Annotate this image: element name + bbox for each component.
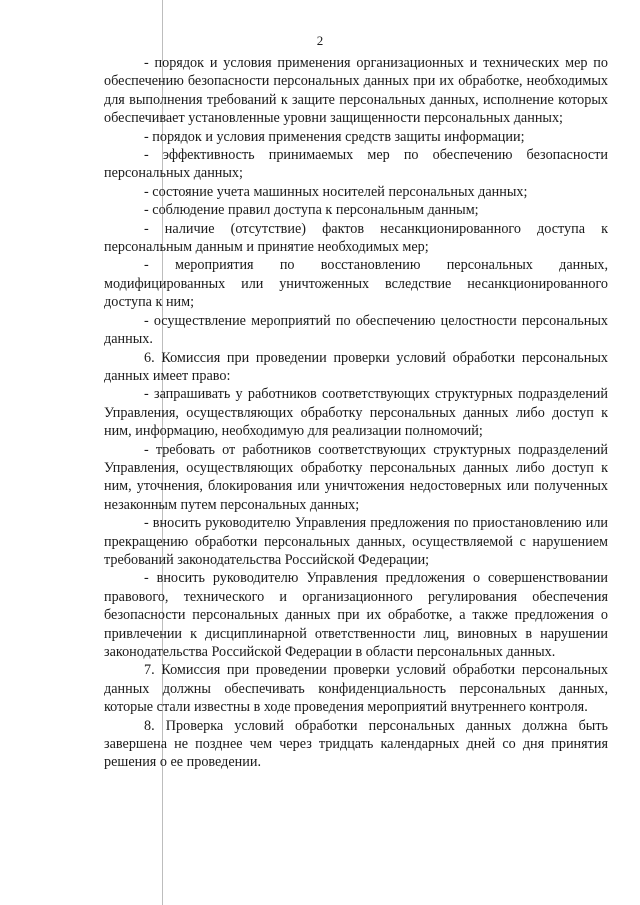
list-item-demand-blocking: - требовать от работников соответствующих структурных подразделений Управления, осуществляющих обработку персональных данных либо доступ к ним, уточнения, блокирования или уничтожения недостоверных или полученных незаконным путем персональных данных;: [104, 441, 608, 513]
document-body: [104, 54, 608, 772]
list-item-integrity: - осуществление мероприятий по обеспечению целостности персональных данных.: [104, 312, 608, 348]
list-item-measures-order: - порядок и условия применения организационных и технических мер по обеспечению безопасности персональных данных при их обработке, необходимых для выполнения требований к защите персональных данных, исполнение которых обеспечивает установленные уровни защищенности персональных данных;: [104, 55, 608, 127]
clause-6: 6. Комиссия при проведении проверки условий обработки персональных данных имеет право:: [104, 349, 608, 384]
clause-7: 7. Комиссия при проведении проверки условий обработки персональных данных должны обеспечивать конфиденциальность персональных данных, которые стали известны в ходе проведения мероприятий внутреннего контроля.: [104, 662, 608, 716]
list-item-unauthorized-access: - наличие (отсутствие) фактов несанкционированного доступа к персональным данным и принятие необходимых мер;: [104, 220, 608, 256]
list-item-improvement-proposal: - вносить руководителю Управления предложения о совершенствовании правового, технического и организационного регулирования обеспечения безопасности персональных данных при их обработке, а также предложения о привлечении к дисциплинарной ответственности лиц, виновных в нарушении законодательства Российской Федерации в области персональных данных.: [104, 570, 608, 660]
list-item-effectiveness: - эффективность принимаемых мер по обеспечению безопасности персональных данных;: [104, 147, 608, 182]
clause-8: 8. Проверка условий обработки персональных данных должна быть завершена не позднее чем через тридцать календарных дней со дня принятия решения о ее проведении.: [104, 717, 608, 771]
list-item-access-rules: - соблюдение правил доступа к персональным данным;: [144, 202, 479, 219]
list-item-recovery: - мероприятия по восстановлению персональных данных, модифицированных или уничтоженных вследствие несанкционированного доступа к ним;: [104, 257, 608, 311]
list-item-suspend-proposal: - вносить руководителю Управления предложения по приостановлению или прекращению обработки персональных данных, осуществляемой с нарушением требований законодательства Российской Федерации;: [104, 515, 608, 568]
list-item-protection-tools: - порядок и условия применения средств защиты информации;: [144, 128, 525, 145]
list-item-request-info: - запрашивать у работников соответствующих структурных подразделений Управления, осуществляющих обработку персональных данных либо доступ к ним, информацию, необходимую для реализации полномочий;: [104, 386, 608, 440]
page-number: 2: [316, 33, 324, 48]
list-item-media-accounting: - состояние учета машинных носителей персональных данных;: [144, 183, 528, 200]
